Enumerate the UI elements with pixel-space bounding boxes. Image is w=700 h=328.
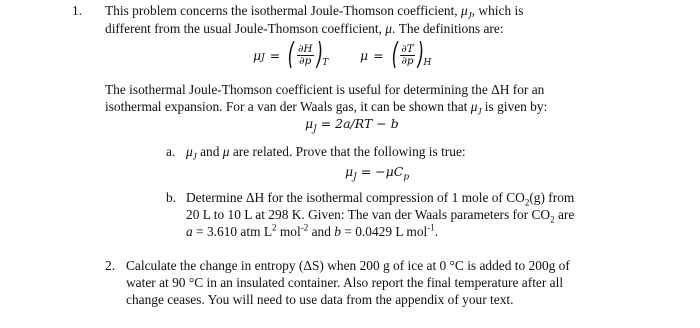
q1-line3: The isothermal Joule-Thomson coefficient is useful for determining the ΔH for an (105, 82, 545, 97)
q1b-line1: Determine ΔH for the isothermal compression of 1 mole of $CO_2(g)$ from (186, 190, 575, 208)
q1-number: 1. (72, 3, 83, 18)
definition-mu-j: μ $_J$ = ( $\frac{\partial H}{\partial p}$ ) T (253, 37, 329, 72)
q1-line1: This problem concerns the isothermal Joule-Thomson coefficient, $\mu_J$, which is (105, 3, 524, 21)
q2-line2: water at 90 °C in an insulated container. Also report the final temperature after all (126, 275, 564, 290)
q1a-text: $\mu_J$ and μ are related. Prove that the following is true: (186, 144, 466, 162)
q1-line4: isothermal expansion. For a van der Waals gas, it can be shown that $\mu_J$ is given by: (105, 99, 548, 117)
q2-number: 2. (105, 258, 116, 273)
q1-line2: different from the usual Joule-Thomson coefficient, μ. The definitions are: (105, 21, 504, 36)
q1b-line3: a = 3.610 atm $L^2$ mol$^{-2}$ and b = 0.0429 L mol$^{-1}$. (186, 222, 439, 239)
q1a-equation: $\mu_J = -\mu C_p$ (345, 164, 410, 183)
q2-line1: Calculate the change in entropy (ΔS) when 200 g of ice at 0 °C is added to 200g of (126, 258, 570, 273)
q1b-line2: 20 L to 10 L at 298 K. Given: The van der Waals parameters for $CO_2$ are (186, 207, 575, 225)
q2-line3: change ceases. You will need to use data from the appendix of your text. (126, 292, 514, 307)
definition-mu: μ = ( $\frac{\partial T}{\partial p}$ ) H (360, 37, 432, 72)
q1a-label: a. (166, 144, 176, 159)
q1b-label: b. (166, 190, 177, 205)
vdw-equation: $\mu_J = 2a/RT - b$ (305, 116, 399, 135)
